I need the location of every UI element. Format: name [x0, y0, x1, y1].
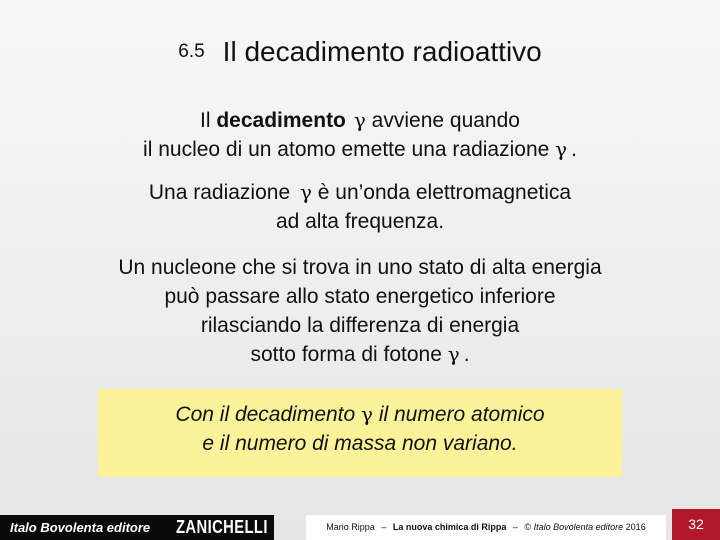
title-text: Il decadimento radioattivo	[222, 36, 542, 67]
text-fragment: Con il decadimento	[175, 403, 362, 426]
text-fragment: il nucleo di un atomo emette una radiazione	[143, 138, 556, 161]
paragraph-line: rilasciando la differenza di energia	[200, 314, 520, 337]
paragraph-line	[0, 106, 720, 135]
gamma-symbol: γ	[361, 402, 373, 426]
separator: –	[381, 522, 387, 532]
text-fragment: Una radiazione	[148, 181, 296, 204]
highlight-line	[98, 400, 622, 429]
book-title: La nuova chimica di Rippa	[392, 522, 507, 532]
paragraph-line: Un nucleone che si trova in uno stato di alta energia	[118, 256, 602, 279]
text-fragment: è un’onda elettromagnetica	[311, 181, 572, 204]
paragraph-nucleon	[0, 253, 720, 369]
footer	[0, 515, 720, 540]
paragraph-line	[0, 135, 720, 164]
gamma-symbol: γ	[299, 180, 312, 204]
text-fragment: .	[463, 343, 470, 366]
paragraph-gamma-radiation	[0, 178, 720, 236]
text-fragment: sotto forma di fotone	[250, 343, 448, 366]
paragraph-line	[0, 178, 720, 207]
highlight-box	[98, 389, 622, 477]
author-name: Mario Rippa	[326, 522, 375, 532]
paragraph-line: può passare allo stato energetico inferiore	[164, 285, 556, 308]
zanichelli-logo: ZANICHELLI	[176, 517, 268, 537]
publisher-bar	[0, 515, 274, 540]
section-number: 6.5	[178, 41, 205, 62]
gamma-symbol: γ	[447, 342, 460, 366]
paragraph-line	[0, 340, 720, 369]
editor-logo: Italo Bovolenta editore	[10, 520, 151, 535]
gamma-symbol: γ	[555, 137, 568, 161]
paragraph-gamma-decay	[0, 106, 720, 164]
text-fragment: .	[571, 138, 577, 161]
highlight-text	[98, 400, 622, 458]
copyright-symbol: ©	[524, 522, 532, 532]
slide-title	[0, 36, 720, 68]
gamma-symbol: γ	[353, 108, 366, 132]
text-fragment: Il	[200, 109, 217, 132]
text-fragment: il numero atomico	[372, 403, 545, 426]
text-fragment: avviene quando	[365, 109, 520, 132]
bold-term: decadimento	[216, 109, 346, 132]
year: 2016	[625, 522, 646, 532]
paragraph-line: ad alta frequenza.	[275, 210, 445, 233]
separator: –	[512, 522, 518, 532]
footer-credit	[306, 515, 666, 540]
page-number: 32	[672, 509, 720, 540]
publisher-name: Italo Bovolenta editore	[533, 522, 624, 532]
highlight-line: e il numero di massa non variano.	[202, 432, 518, 455]
